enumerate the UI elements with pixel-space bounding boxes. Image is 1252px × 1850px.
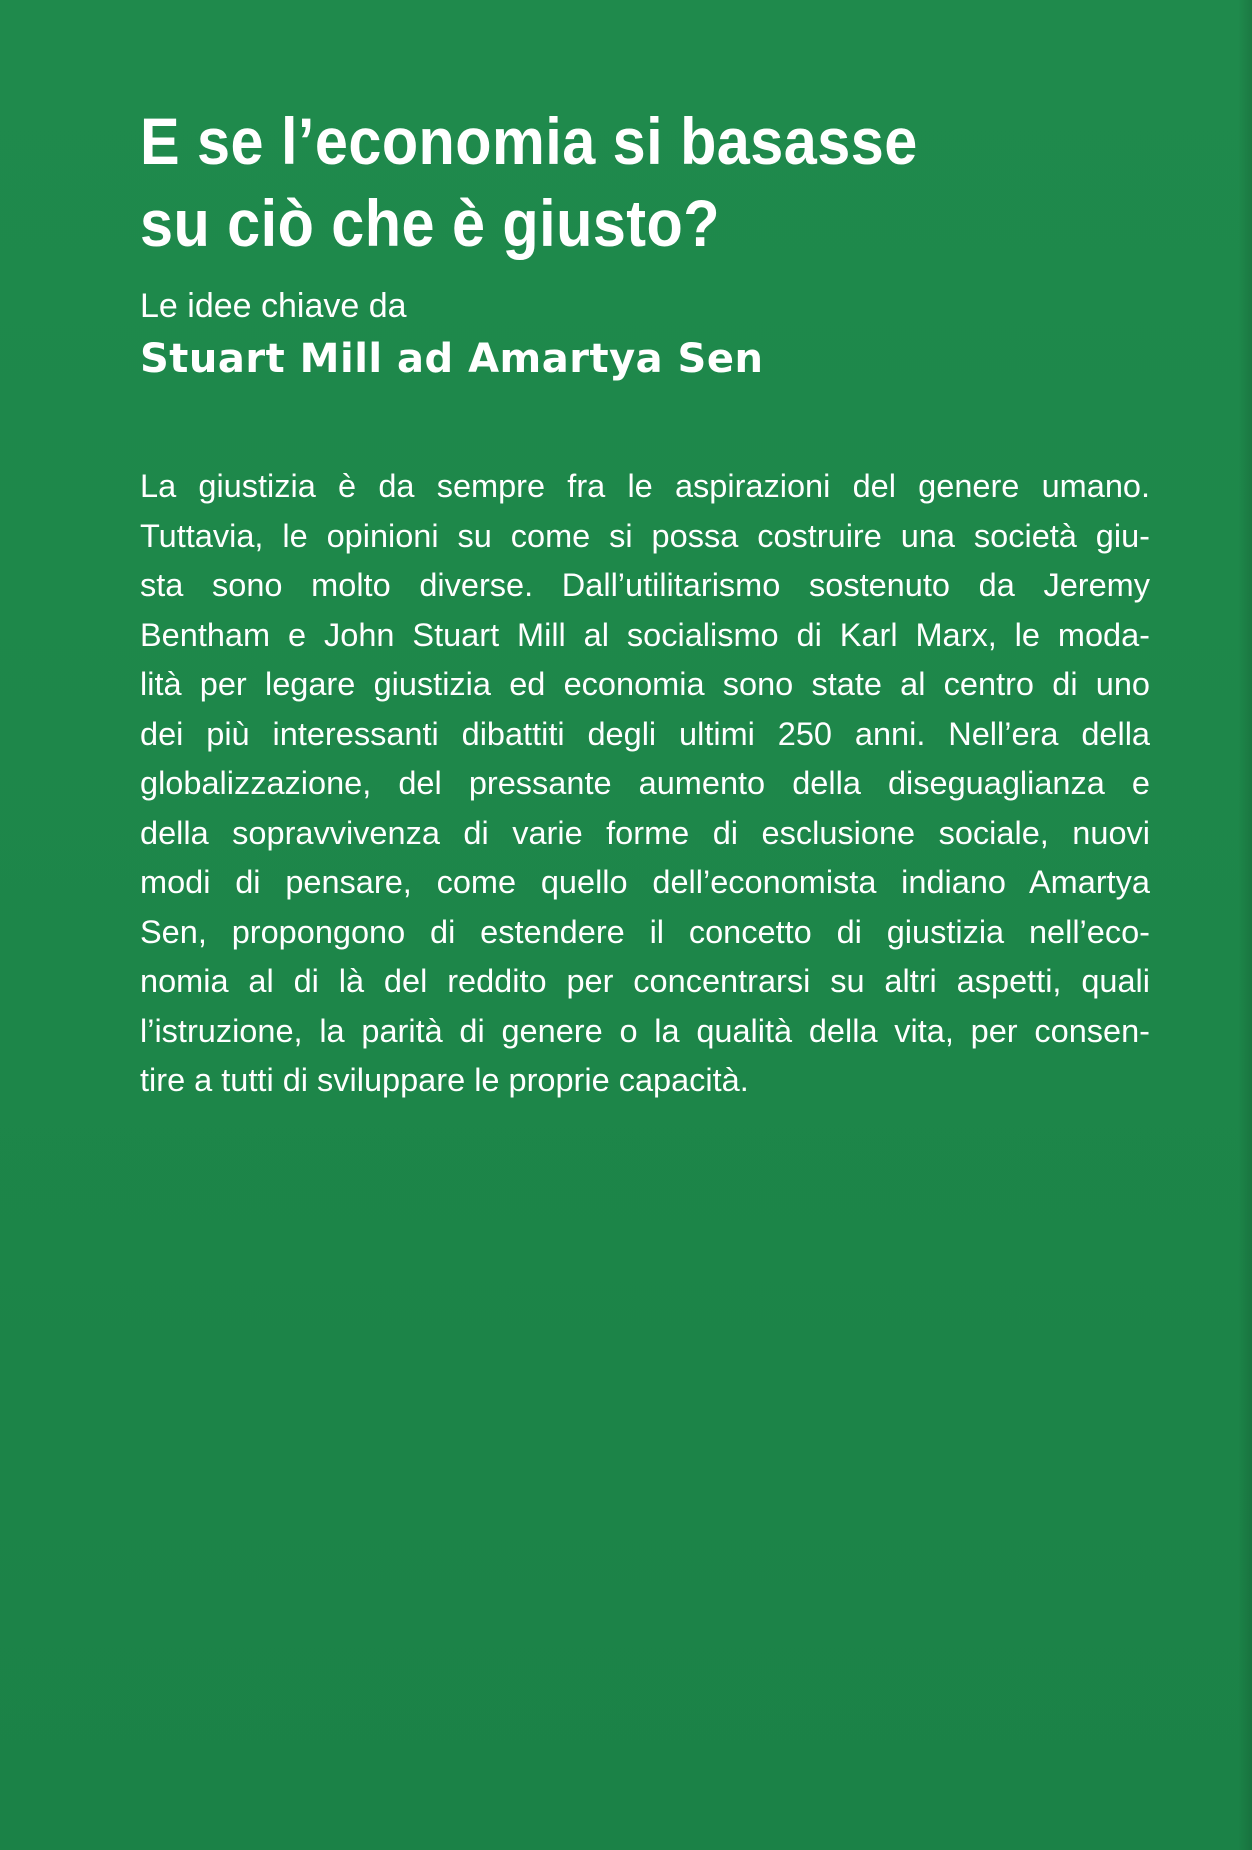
blurb-line: modi di pensare, come quello dell’economista indiano Amartya	[140, 864, 1150, 900]
blurb-line: dei più interessanti dibattiti degli ultimi 250 anni. Nell’era della	[140, 715, 1150, 752]
blurb-line: nomia al di là del reddito per concentrarsi su altri aspetti, quali	[140, 963, 1150, 999]
blurb-paragraph	[140, 462, 1150, 1106]
cover-title-line-1: E se l’economia si basasse	[140, 104, 918, 178]
blurb-line: lità per legare giustizia ed economia sono state al centro di uno	[140, 666, 1150, 702]
cover-title	[140, 100, 1040, 264]
blurb-line: tire a tutti di sviluppare le proprie capacità.	[140, 1062, 749, 1098]
blurb-line: della sopravvivenza di varie forme di esclusione sociale, nuovi	[140, 814, 1150, 851]
blurb-line: Bentham e John Stuart Mill al socialismo di Karl Marx, le moda-	[140, 616, 1150, 653]
blurb-line: Tuttavia, le opinioni su come si possa costruire una società giu-	[140, 517, 1150, 554]
blurb-line: Sen, propongono di estendere il concetto di giustizia nell’eco-	[140, 913, 1150, 950]
blurb-line: sta sono molto diverse. Dall’utilitarismo sostenuto da Jeremy	[140, 567, 1150, 603]
blurb-line: globalizzazione, del pressante aumento della diseguaglianza e	[140, 765, 1150, 801]
blurb-line: La giustizia è da sempre fra le aspirazioni del genere umano.	[140, 468, 1150, 504]
subtitle-lead: Le idee chiave da	[140, 287, 407, 325]
cover-title-line-2: su ciò che è giusto?	[140, 186, 721, 260]
subtitle-names: Stuart Mill ad Amartya Sen	[140, 336, 764, 382]
blurb-line: l’istruzione, la parità di genere o la qualità della vita, per consen-	[140, 1012, 1150, 1049]
